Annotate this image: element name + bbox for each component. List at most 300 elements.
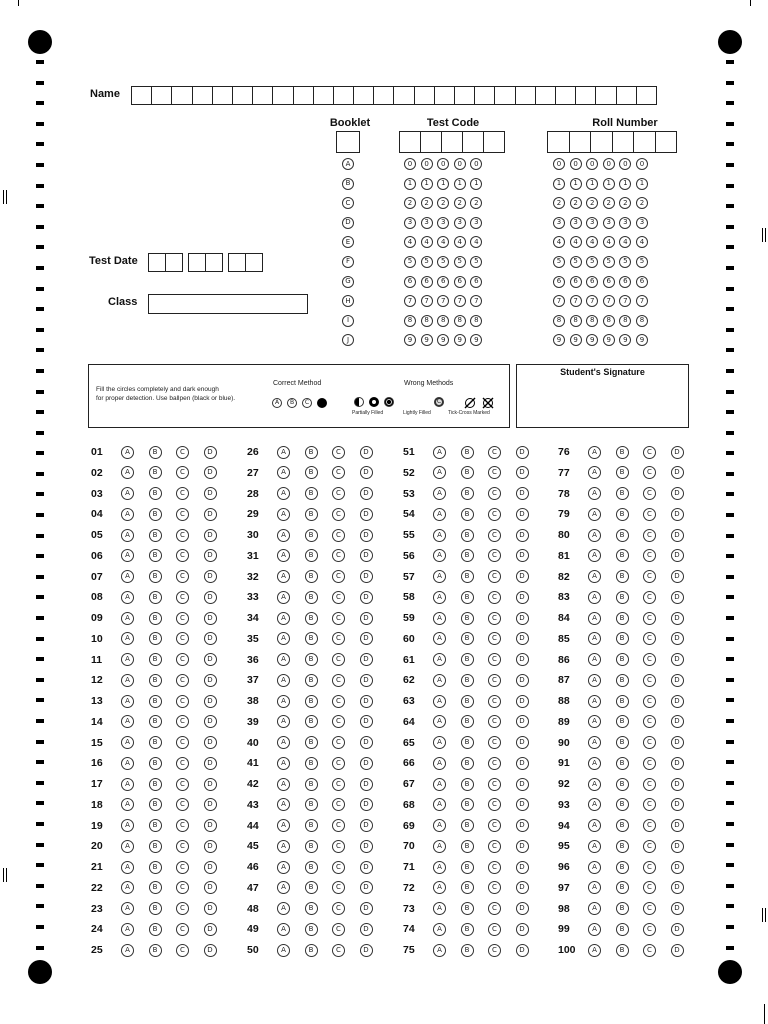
- name-letter-box[interactable]: [131, 86, 152, 105]
- answer-bubble[interactable]: C: [332, 902, 345, 915]
- answer-bubble[interactable]: C: [332, 881, 345, 894]
- answer-bubble[interactable]: A: [433, 715, 446, 728]
- name-letter-box[interactable]: [171, 86, 192, 105]
- name-letter-box[interactable]: [373, 86, 394, 105]
- answer-bubble[interactable]: C: [176, 778, 189, 791]
- test-code-digit-bubble[interactable]: 6: [437, 276, 449, 288]
- answer-bubble[interactable]: D: [516, 798, 529, 811]
- answer-bubble[interactable]: B: [149, 674, 162, 687]
- roll-number-digit-bubble[interactable]: 3: [636, 217, 648, 229]
- answer-bubble[interactable]: A: [277, 819, 290, 832]
- roll-number-digit-box[interactable]: [612, 131, 635, 153]
- answer-bubble[interactable]: A: [588, 508, 601, 521]
- name-letter-box[interactable]: [454, 86, 475, 105]
- answer-bubble[interactable]: A: [433, 736, 446, 749]
- answer-bubble[interactable]: B: [149, 923, 162, 936]
- answer-bubble[interactable]: A: [121, 653, 134, 666]
- name-letter-box[interactable]: [232, 86, 253, 105]
- date-box[interactable]: [148, 253, 166, 272]
- test-code-digit-bubble[interactable]: 7: [470, 295, 482, 307]
- date-box[interactable]: [188, 253, 206, 272]
- answer-bubble[interactable]: C: [643, 861, 656, 874]
- answer-bubble[interactable]: C: [332, 798, 345, 811]
- answer-bubble[interactable]: D: [516, 466, 529, 479]
- answer-bubble[interactable]: C: [488, 902, 501, 915]
- answer-bubble[interactable]: C: [643, 715, 656, 728]
- answer-bubble[interactable]: C: [176, 715, 189, 728]
- answer-bubble[interactable]: B: [149, 653, 162, 666]
- answer-bubble[interactable]: C: [488, 715, 501, 728]
- answer-bubble[interactable]: A: [121, 757, 134, 770]
- answer-bubble[interactable]: D: [360, 778, 373, 791]
- answer-bubble[interactable]: A: [277, 653, 290, 666]
- answer-bubble[interactable]: C: [488, 861, 501, 874]
- answer-bubble[interactable]: A: [588, 819, 601, 832]
- roll-number-digit-bubble[interactable]: 5: [619, 256, 631, 268]
- class-input-box[interactable]: [148, 294, 308, 314]
- roll-number-digit-bubble[interactable]: 3: [619, 217, 631, 229]
- answer-bubble[interactable]: A: [588, 466, 601, 479]
- answer-bubble[interactable]: A: [277, 757, 290, 770]
- answer-bubble[interactable]: B: [305, 612, 318, 625]
- roll-number-digit-box[interactable]: [590, 131, 613, 153]
- answer-bubble[interactable]: A: [588, 653, 601, 666]
- roll-number-digit-bubble[interactable]: 2: [636, 197, 648, 209]
- answer-bubble[interactable]: D: [360, 653, 373, 666]
- roll-number-digit-bubble[interactable]: 9: [586, 334, 598, 346]
- answer-bubble[interactable]: D: [204, 529, 217, 542]
- roll-number-digit-bubble[interactable]: 3: [553, 217, 565, 229]
- answer-bubble[interactable]: C: [488, 757, 501, 770]
- answer-bubble[interactable]: D: [516, 653, 529, 666]
- answer-bubble[interactable]: A: [121, 674, 134, 687]
- roll-number-digit-bubble[interactable]: 0: [603, 158, 615, 170]
- answer-bubble[interactable]: A: [121, 715, 134, 728]
- roll-number-digit-bubble[interactable]: 0: [570, 158, 582, 170]
- answer-bubble[interactable]: A: [433, 861, 446, 874]
- answer-bubble[interactable]: D: [516, 632, 529, 645]
- answer-bubble[interactable]: C: [176, 653, 189, 666]
- name-letter-box[interactable]: [494, 86, 515, 105]
- roll-number-digit-bubble[interactable]: 2: [553, 197, 565, 209]
- answer-bubble[interactable]: C: [643, 695, 656, 708]
- answer-bubble[interactable]: A: [588, 570, 601, 583]
- answer-bubble[interactable]: A: [433, 923, 446, 936]
- answer-bubble[interactable]: C: [488, 695, 501, 708]
- booklet-box[interactable]: [336, 131, 360, 153]
- booklet-bubble[interactable]: E: [342, 236, 354, 248]
- answer-bubble[interactable]: B: [461, 840, 474, 853]
- test-code-digit-bubble[interactable]: 5: [404, 256, 416, 268]
- answer-bubble[interactable]: C: [332, 819, 345, 832]
- answer-bubble[interactable]: D: [516, 529, 529, 542]
- answer-bubble[interactable]: C: [488, 674, 501, 687]
- roll-number-digit-bubble[interactable]: 9: [570, 334, 582, 346]
- answer-bubble[interactable]: C: [488, 549, 501, 562]
- answer-bubble[interactable]: C: [176, 570, 189, 583]
- name-letter-box[interactable]: [474, 86, 495, 105]
- answer-bubble[interactable]: D: [671, 632, 684, 645]
- answer-bubble[interactable]: B: [149, 778, 162, 791]
- answer-bubble[interactable]: B: [461, 653, 474, 666]
- test-date-boxes[interactable]: [148, 253, 262, 272]
- answer-bubble[interactable]: D: [516, 819, 529, 832]
- answer-bubble[interactable]: D: [516, 570, 529, 583]
- roll-number-digit-bubble[interactable]: 6: [619, 276, 631, 288]
- date-box[interactable]: [228, 253, 246, 272]
- answer-bubble[interactable]: D: [204, 902, 217, 915]
- answer-bubble[interactable]: D: [671, 861, 684, 874]
- answer-bubble[interactable]: B: [305, 881, 318, 894]
- answer-bubble[interactable]: D: [360, 570, 373, 583]
- answer-bubble[interactable]: C: [176, 840, 189, 853]
- answer-bubble[interactable]: A: [277, 695, 290, 708]
- answer-bubble[interactable]: B: [305, 715, 318, 728]
- answer-bubble[interactable]: B: [305, 549, 318, 562]
- answer-bubble[interactable]: B: [461, 508, 474, 521]
- answer-bubble[interactable]: D: [360, 736, 373, 749]
- answer-bubble[interactable]: D: [671, 653, 684, 666]
- answer-bubble[interactable]: D: [204, 778, 217, 791]
- name-letter-box[interactable]: [595, 86, 616, 105]
- answer-bubble[interactable]: C: [332, 757, 345, 770]
- answer-bubble[interactable]: C: [488, 612, 501, 625]
- answer-bubble[interactable]: D: [516, 487, 529, 500]
- answer-bubble[interactable]: B: [461, 695, 474, 708]
- answer-bubble[interactable]: B: [616, 466, 629, 479]
- name-letter-box[interactable]: [616, 86, 637, 105]
- answer-bubble[interactable]: B: [305, 757, 318, 770]
- test-code-boxes[interactable]: [399, 131, 504, 153]
- answer-bubble[interactable]: A: [433, 944, 446, 957]
- name-letter-box[interactable]: [353, 86, 374, 105]
- answer-bubble[interactable]: A: [433, 529, 446, 542]
- name-letter-box[interactable]: [393, 86, 414, 105]
- answer-bubble[interactable]: A: [588, 674, 601, 687]
- test-code-digit-bubble[interactable]: 8: [404, 315, 416, 327]
- answer-bubble[interactable]: D: [204, 653, 217, 666]
- answer-bubble[interactable]: D: [204, 757, 217, 770]
- answer-bubble[interactable]: B: [461, 715, 474, 728]
- answer-bubble[interactable]: A: [277, 508, 290, 521]
- answer-bubble[interactable]: C: [332, 632, 345, 645]
- answer-bubble[interactable]: D: [671, 446, 684, 459]
- answer-bubble[interactable]: C: [176, 466, 189, 479]
- answer-bubble[interactable]: B: [461, 861, 474, 874]
- test-code-digit-bubble[interactable]: 0: [437, 158, 449, 170]
- answer-bubble[interactable]: B: [149, 881, 162, 894]
- answer-bubble[interactable]: B: [616, 881, 629, 894]
- test-code-digit-bubble[interactable]: 9: [470, 334, 482, 346]
- roll-number-digit-bubble[interactable]: 6: [570, 276, 582, 288]
- answer-bubble[interactable]: B: [461, 529, 474, 542]
- answer-bubble[interactable]: B: [149, 757, 162, 770]
- roll-number-digit-bubble[interactable]: 7: [636, 295, 648, 307]
- test-code-digit-bubble[interactable]: 9: [454, 334, 466, 346]
- roll-number-digit-box[interactable]: [569, 131, 592, 153]
- answer-bubble[interactable]: A: [277, 923, 290, 936]
- answer-bubble[interactable]: C: [332, 923, 345, 936]
- answer-bubble[interactable]: C: [643, 591, 656, 604]
- answer-bubble[interactable]: C: [332, 612, 345, 625]
- answer-bubble[interactable]: C: [488, 529, 501, 542]
- name-letter-box[interactable]: [434, 86, 455, 105]
- answer-bubble[interactable]: A: [277, 612, 290, 625]
- roll-number-digit-bubble[interactable]: 1: [603, 178, 615, 190]
- answer-bubble[interactable]: C: [488, 570, 501, 583]
- booklet-bubble[interactable]: F: [342, 256, 354, 268]
- roll-number-digit-bubble[interactable]: 7: [603, 295, 615, 307]
- answer-bubble[interactable]: B: [616, 798, 629, 811]
- answer-bubble[interactable]: B: [149, 736, 162, 749]
- answer-bubble[interactable]: C: [332, 674, 345, 687]
- answer-bubble[interactable]: C: [643, 944, 656, 957]
- answer-bubble[interactable]: D: [360, 695, 373, 708]
- answer-bubble[interactable]: B: [616, 508, 629, 521]
- answer-bubble[interactable]: B: [616, 715, 629, 728]
- answer-bubble[interactable]: A: [433, 591, 446, 604]
- test-code-digit-bubble[interactable]: 8: [421, 315, 433, 327]
- answer-bubble[interactable]: A: [588, 881, 601, 894]
- answer-bubble[interactable]: D: [671, 674, 684, 687]
- answer-bubble[interactable]: C: [643, 674, 656, 687]
- answer-bubble[interactable]: B: [461, 944, 474, 957]
- answer-bubble[interactable]: B: [149, 549, 162, 562]
- test-code-digit-bubble[interactable]: 6: [421, 276, 433, 288]
- answer-bubble[interactable]: C: [332, 466, 345, 479]
- answer-bubble[interactable]: C: [176, 632, 189, 645]
- answer-bubble[interactable]: D: [204, 819, 217, 832]
- answer-bubble[interactable]: D: [360, 632, 373, 645]
- answer-bubble[interactable]: B: [149, 715, 162, 728]
- booklet-bubble[interactable]: G: [342, 276, 354, 288]
- roll-number-digit-box[interactable]: [655, 131, 678, 153]
- roll-number-digit-bubble[interactable]: 4: [570, 236, 582, 248]
- answer-bubble[interactable]: D: [671, 549, 684, 562]
- answer-bubble[interactable]: C: [332, 591, 345, 604]
- test-code-digit-bubble[interactable]: 4: [470, 236, 482, 248]
- answer-bubble[interactable]: B: [461, 612, 474, 625]
- answer-bubble[interactable]: B: [305, 508, 318, 521]
- answer-bubble[interactable]: B: [149, 487, 162, 500]
- answer-bubble[interactable]: A: [277, 840, 290, 853]
- roll-number-digit-bubble[interactable]: 4: [636, 236, 648, 248]
- answer-bubble[interactable]: D: [671, 902, 684, 915]
- answer-bubble[interactable]: A: [433, 798, 446, 811]
- answer-bubble[interactable]: B: [616, 549, 629, 562]
- answer-bubble[interactable]: C: [488, 632, 501, 645]
- roll-number-digit-bubble[interactable]: 5: [636, 256, 648, 268]
- test-code-digit-bubble[interactable]: 6: [404, 276, 416, 288]
- answer-bubble[interactable]: D: [360, 902, 373, 915]
- answer-bubble[interactable]: C: [176, 881, 189, 894]
- answer-bubble[interactable]: D: [516, 508, 529, 521]
- answer-bubble[interactable]: A: [433, 653, 446, 666]
- answer-bubble[interactable]: C: [176, 798, 189, 811]
- answer-bubble[interactable]: D: [671, 798, 684, 811]
- roll-number-digit-bubble[interactable]: 0: [586, 158, 598, 170]
- answer-bubble[interactable]: D: [204, 591, 217, 604]
- answer-bubble[interactable]: A: [277, 881, 290, 894]
- booklet-bubble[interactable]: B: [342, 178, 354, 190]
- roll-number-digit-bubble[interactable]: 9: [619, 334, 631, 346]
- answer-bubble[interactable]: A: [121, 736, 134, 749]
- answer-bubble[interactable]: A: [277, 798, 290, 811]
- answer-bubble[interactable]: A: [433, 612, 446, 625]
- answer-bubble[interactable]: A: [588, 840, 601, 853]
- answer-bubble[interactable]: A: [121, 549, 134, 562]
- answer-bubble[interactable]: D: [671, 840, 684, 853]
- answer-bubble[interactable]: C: [643, 778, 656, 791]
- answer-bubble[interactable]: C: [332, 487, 345, 500]
- answer-bubble[interactable]: B: [149, 570, 162, 583]
- answer-bubble[interactable]: A: [277, 736, 290, 749]
- name-letter-box[interactable]: [293, 86, 314, 105]
- answer-bubble[interactable]: A: [588, 736, 601, 749]
- booklet-code-box[interactable]: [336, 131, 359, 153]
- roll-number-digit-bubble[interactable]: 5: [603, 256, 615, 268]
- answer-bubble[interactable]: A: [588, 798, 601, 811]
- test-code-digit-bubble[interactable]: 0: [454, 158, 466, 170]
- answer-bubble[interactable]: B: [305, 446, 318, 459]
- answer-bubble[interactable]: B: [616, 923, 629, 936]
- answer-bubble[interactable]: A: [277, 570, 290, 583]
- answer-bubble[interactable]: B: [305, 632, 318, 645]
- answer-bubble[interactable]: D: [671, 570, 684, 583]
- answer-bubble[interactable]: A: [433, 881, 446, 894]
- answer-bubble[interactable]: B: [461, 902, 474, 915]
- answer-bubble[interactable]: D: [204, 840, 217, 853]
- answer-bubble[interactable]: C: [643, 653, 656, 666]
- roll-number-digit-bubble[interactable]: 4: [619, 236, 631, 248]
- roll-number-digit-bubble[interactable]: 8: [553, 315, 565, 327]
- answer-bubble[interactable]: A: [121, 508, 134, 521]
- answer-bubble[interactable]: D: [204, 944, 217, 957]
- answer-bubble[interactable]: A: [588, 778, 601, 791]
- date-box[interactable]: [165, 253, 183, 272]
- answer-bubble[interactable]: B: [149, 612, 162, 625]
- answer-bubble[interactable]: A: [433, 778, 446, 791]
- answer-bubble[interactable]: D: [516, 944, 529, 957]
- answer-bubble[interactable]: C: [332, 653, 345, 666]
- answer-bubble[interactable]: D: [671, 487, 684, 500]
- answer-bubble[interactable]: A: [588, 757, 601, 770]
- answer-bubble[interactable]: B: [616, 487, 629, 500]
- answer-bubble[interactable]: A: [433, 632, 446, 645]
- answer-bubble[interactable]: A: [121, 798, 134, 811]
- answer-bubble[interactable]: D: [516, 549, 529, 562]
- answer-bubble[interactable]: B: [461, 923, 474, 936]
- answer-bubble[interactable]: C: [643, 736, 656, 749]
- answer-bubble[interactable]: D: [360, 487, 373, 500]
- answer-bubble[interactable]: D: [204, 923, 217, 936]
- answer-bubble[interactable]: B: [616, 695, 629, 708]
- answer-bubble[interactable]: A: [277, 466, 290, 479]
- name-letter-box[interactable]: [313, 86, 334, 105]
- test-code-digit-bubble[interactable]: 2: [470, 197, 482, 209]
- answer-bubble[interactable]: A: [277, 529, 290, 542]
- answer-bubble[interactable]: A: [588, 612, 601, 625]
- test-code-digit-box[interactable]: [420, 131, 442, 153]
- answer-bubble[interactable]: C: [488, 923, 501, 936]
- answer-bubble[interactable]: D: [516, 840, 529, 853]
- answer-bubble[interactable]: C: [176, 736, 189, 749]
- answer-bubble[interactable]: B: [461, 736, 474, 749]
- answer-bubble[interactable]: B: [149, 819, 162, 832]
- answer-bubble[interactable]: C: [332, 736, 345, 749]
- answer-bubble[interactable]: C: [332, 695, 345, 708]
- test-code-digit-bubble[interactable]: 4: [404, 236, 416, 248]
- answer-bubble[interactable]: D: [671, 466, 684, 479]
- answer-bubble[interactable]: C: [643, 819, 656, 832]
- roll-number-digit-bubble[interactable]: 9: [636, 334, 648, 346]
- answer-bubble[interactable]: B: [461, 881, 474, 894]
- answer-bubble[interactable]: D: [360, 923, 373, 936]
- answer-bubble[interactable]: B: [616, 446, 629, 459]
- answer-bubble[interactable]: D: [360, 674, 373, 687]
- test-code-digit-bubble[interactable]: 5: [454, 256, 466, 268]
- test-code-digit-bubble[interactable]: 2: [437, 197, 449, 209]
- answer-bubble[interactable]: B: [305, 944, 318, 957]
- answer-bubble[interactable]: B: [461, 757, 474, 770]
- answer-bubble[interactable]: C: [488, 466, 501, 479]
- answer-bubble[interactable]: D: [204, 549, 217, 562]
- answer-bubble[interactable]: C: [488, 487, 501, 500]
- answer-bubble[interactable]: C: [176, 612, 189, 625]
- answer-bubble[interactable]: A: [121, 923, 134, 936]
- answer-bubble[interactable]: B: [149, 902, 162, 915]
- answer-bubble[interactable]: A: [588, 529, 601, 542]
- answer-bubble[interactable]: C: [176, 695, 189, 708]
- test-code-digit-bubble[interactable]: 1: [404, 178, 416, 190]
- test-code-digit-bubble[interactable]: 4: [421, 236, 433, 248]
- answer-bubble[interactable]: B: [461, 549, 474, 562]
- answer-bubble[interactable]: A: [121, 819, 134, 832]
- answer-bubble[interactable]: C: [643, 487, 656, 500]
- roll-number-digit-bubble[interactable]: 4: [603, 236, 615, 248]
- answer-bubble[interactable]: B: [461, 778, 474, 791]
- answer-bubble[interactable]: D: [516, 861, 529, 874]
- answer-bubble[interactable]: B: [616, 778, 629, 791]
- test-code-digit-bubble[interactable]: 4: [437, 236, 449, 248]
- test-code-digit-bubble[interactable]: 2: [421, 197, 433, 209]
- answer-bubble[interactable]: C: [643, 570, 656, 583]
- answer-bubble[interactable]: D: [671, 944, 684, 957]
- roll-number-digit-bubble[interactable]: 6: [636, 276, 648, 288]
- answer-bubble[interactable]: C: [332, 861, 345, 874]
- roll-number-digit-bubble[interactable]: 1: [636, 178, 648, 190]
- answer-bubble[interactable]: A: [277, 446, 290, 459]
- answer-bubble[interactable]: A: [588, 715, 601, 728]
- answer-bubble[interactable]: C: [176, 591, 189, 604]
- answer-bubble[interactable]: A: [121, 446, 134, 459]
- answer-bubble[interactable]: A: [433, 819, 446, 832]
- answer-bubble[interactable]: A: [277, 861, 290, 874]
- name-letter-box[interactable]: [555, 86, 576, 105]
- answer-bubble[interactable]: C: [332, 549, 345, 562]
- answer-bubble[interactable]: B: [461, 819, 474, 832]
- answer-bubble[interactable]: C: [176, 819, 189, 832]
- roll-number-digit-bubble[interactable]: 4: [586, 236, 598, 248]
- roll-number-digit-bubble[interactable]: 1: [570, 178, 582, 190]
- answer-bubble[interactable]: C: [488, 508, 501, 521]
- answer-bubble[interactable]: C: [176, 902, 189, 915]
- test-code-digit-bubble[interactable]: 3: [470, 217, 482, 229]
- test-code-digit-box[interactable]: [462, 131, 484, 153]
- answer-bubble[interactable]: D: [204, 798, 217, 811]
- test-code-digit-bubble[interactable]: 0: [404, 158, 416, 170]
- test-code-digit-bubble[interactable]: 9: [437, 334, 449, 346]
